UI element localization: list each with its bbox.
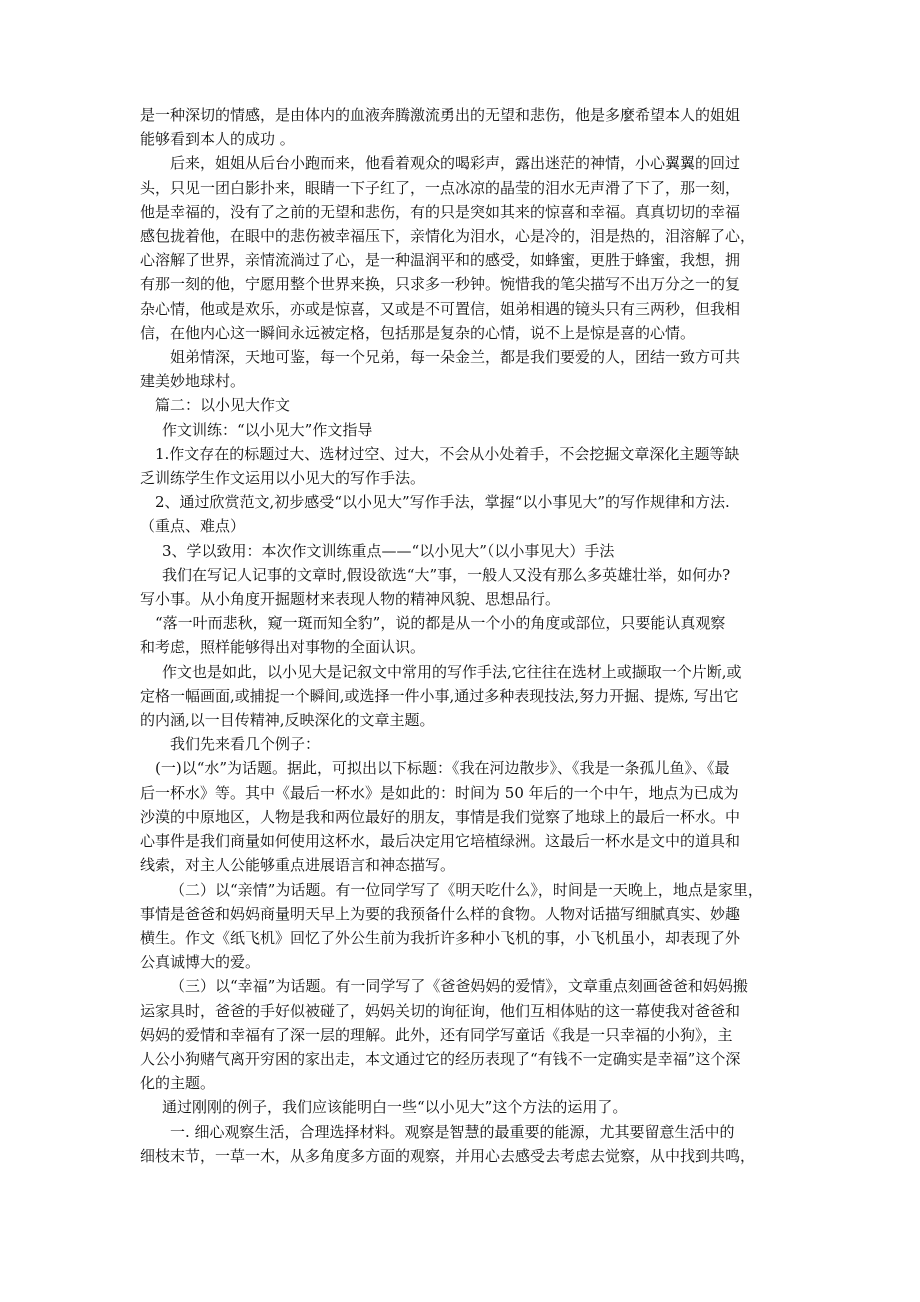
text-line: 事情是爸爸和妈妈商量明天早上为要的我预备什么样的食物。人物对话描写细腻真实、妙趣 [140,904,741,923]
paragraph [140,878,790,975]
text-line: 3、学以致用：本次作文训练重点——“以小见大”（以小事见大）手法 [162,541,615,560]
watermark-mark [520,605,600,635]
subheading [140,418,790,442]
text-line: 一. 细心观察生活，合理选择材料。观察是智慧的最重要的能源，尤其要留意生活中的 [170,1122,735,1141]
text-line: 乏训练学生作文运用以小见大的写作手法。 [140,469,426,488]
paragraph [140,442,790,490]
paragraph [140,345,790,393]
text-line: 2、通过欣赏范文,初步感受“以小见大”写作手法，掌握“以小事见大”的写作规律和方法. [155,493,730,512]
paragraph [140,563,790,611]
text-line: 作文也是如此，以小见大是记叙文中常用的写作手法,它往往在选材上或撷取一个片断,或 [162,662,742,681]
paragraph [140,103,790,151]
text-line: 姐弟情深，天地可鉴，每一个兄弟，每一朵金兰，都是我们要爱的人，团结一致方可共 [170,348,741,367]
text-line: 后一杯水》等。其中《最后一杯水》是如此的：时间为 50 年后的一个中午，地点为已成为 [140,783,739,802]
paragraph [140,660,790,733]
paragraph [140,151,790,345]
paragraph [140,611,790,659]
paragraph [140,539,790,563]
text-line: 有那一刻的他，宁愿用整个世界来换，只求多一秒钟。惋惜我的笔尖描写不出万分之一的复 [140,275,741,294]
text-line: 能够看到本人的成功 。 [140,130,295,149]
text-line: 后来，姐姐从后台小跑而来，他看着观众的喝彩声，露出迷茫的神情，小心翼翼的回过 [170,154,741,173]
text-line: 感包拢着他，在眼中的悲伤被幸福压下，亲情化为泪水，心是冷的，泪是热的，泪溶解了心， [140,227,756,246]
text-line: 是一种深切的情感，是由体内的血液奔腾激流勇出的无望和悲伤，他是多麼希望本人的姐姐 [140,106,741,124]
text-line: 1.作文存在的标题过大、选材过空、过大，不会从小处着手，不会挖掘文章深化主题等缺 [155,444,740,463]
text-line: （二）以“亲情”为话题。有一位同学写了《明天吃什么》，时间是一天晚上，地点是家里， [170,880,763,899]
paragraph [140,756,790,877]
text-line: （重点、难点） [140,517,246,536]
text-line: 细枝末节，一草一木，从多角度多方面的观察，并用心去感受去考虑去觉察，从中找到共鸣， [140,1146,756,1165]
text-line: 头，只见一团白影扑来，眼睛一下子红了，一点冰凉的晶莹的泪水无声滑了下了，那一刻， [140,178,741,197]
text-line: 心溶解了世界，亲情流淌过了心，是一种温润平和的感受，如蜂蜜，更胜于蜂蜜，我想，拥 [140,251,741,270]
text-line: 沙漠的中原地区，人物是我和两位最好的朋友，事情是我们觉察了地球上的最后一杯水。中 [140,807,741,826]
paragraph [140,732,790,756]
text-line: 通过刚刚的例子，我们应该能明白一些“以小见大”这个方法的运用了。 [162,1098,628,1117]
text-line: 妈妈的爱情和幸福有了深一层的理解。此外，还有同学写童话《我是一只幸福的小狗》，主 [140,1025,733,1044]
text-line: 的内涵,以一目传精神,反映深化的文章主题。 [140,711,435,730]
text-line: 篇二：以小见大作文 [155,396,291,415]
text-line: 运家具时，爸爸的手好似被碰了，妈妈关切的询征询，他们互相体贴的这一幕使我对爸爸和 [140,1001,741,1020]
text-line: 化的主题。 [140,1074,216,1093]
text-line: 心事件是我们商量如何使用这杯水，最后决定用它培植绿洲。这最后一杯水是文中的道具和 [140,832,741,851]
text-line: 信，在他内心这一瞬间永远被定格，包括那是复杂的心情，说不上是惊是喜的心情。 [140,323,696,342]
text-line: 横生。作文《纸飞机》回忆了外公生前为我折许多种小飞机的事，小飞机虽小，却表现了外 [140,928,741,947]
text-line: 杂心情，他或是欢乐，亦或是惊喜，又或是不可置信，姐弟相遇的镜头只有三两秒，但我相 [140,299,741,318]
text-line: (一)以“水”为话题。据此，可拟出以下标题：《我在河边散步》、《我是一条孤儿鱼》、《最 [155,759,730,778]
text-line: 建美妙地球村。 [140,372,246,391]
text-line: （三）以“幸福”为话题。有一同学写了《爸爸妈妈的爱情》，文章重点刻画爸爸和妈妈搬 [170,977,748,996]
paragraph [140,1095,790,1119]
text-line: 公真诚博大的爱。 [140,953,261,972]
text-line: 线索，对主人公能够重点进展语言和神态描写。 [140,856,456,875]
text-line: 我们先来看几个例子： [170,735,321,754]
document-body [140,103,790,1168]
paragraph [140,1120,790,1168]
text-line: 我们在写记人记事的文章时,假设欲选“大”事，一般人又没有那么多英雄壮举，如何办? [162,565,731,584]
paragraph [140,974,790,1095]
text-line: 写小事。从小角度开掘题材来表现人物的精神风貌、思想品行。 [140,590,561,609]
text-line: “落一叶而悲秋，窥一斑而知全豹”，说的都是从一个小的角度或部位，只要能认真观察 [155,614,726,633]
text-line: 人公小狗赌气离开穷困的家出走，本文通过它的经历表现了“有钱不一定确实是幸福”这个深 [140,1049,741,1068]
watermark [520,605,600,635]
text-line: 定格一幅画面,或捕捉一个瞬间,或选择一件小事,通过多种表现技法,努力开掘、提炼, 写出它 [140,686,739,705]
text-line: 作文训练：“以小见大”作文指导 [162,420,373,439]
text-line: 和考虑，照样能够得出对事物的全面认识。 [140,638,426,657]
section-heading [140,393,790,417]
text-line: 他是幸福的，没有了之前的无望和悲伤，有的只是突如其来的惊喜和幸福。真真切切的幸福 [140,202,741,221]
paragraph [140,490,790,538]
